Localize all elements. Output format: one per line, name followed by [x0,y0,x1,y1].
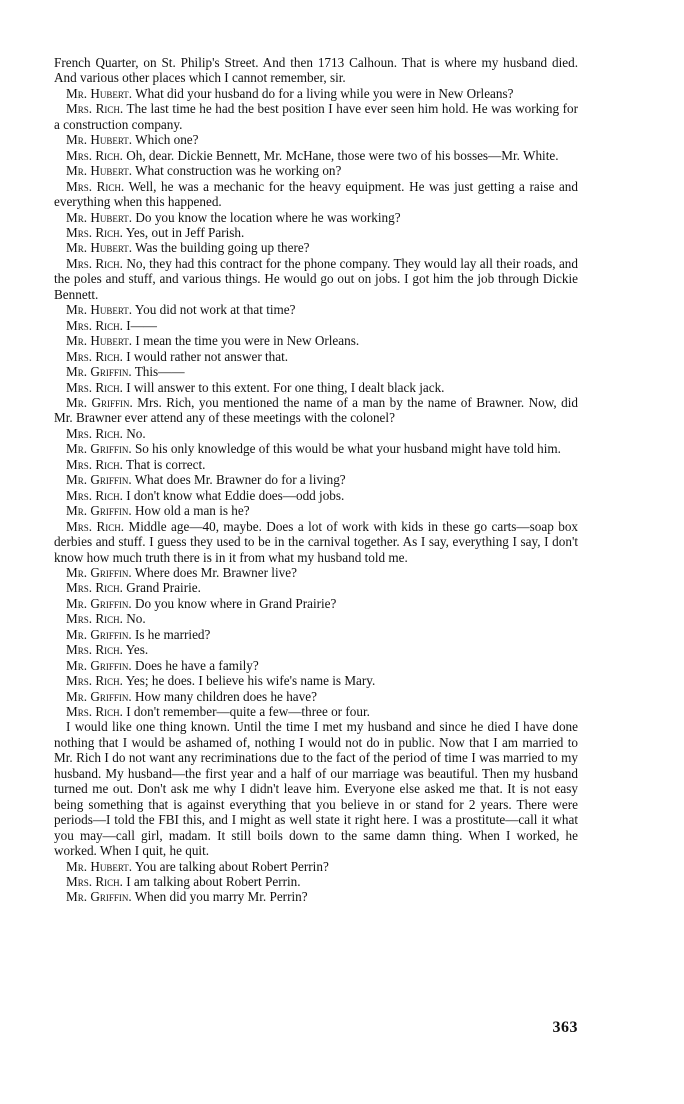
speaker-label: Mrs. Rich. [66,425,123,441]
transcript-paragraph [54,503,578,518]
paragraph-text: Is he married? [134,626,211,642]
speaker-label: Mr. Griffin. [66,657,132,673]
speaker-label: Mr. Griffin. [66,595,132,611]
transcript-paragraph [54,673,578,688]
paragraph-text: I—— [126,317,157,333]
paragraph-text: Where does Mr. Brawner live? [134,564,297,580]
transcript-paragraph [54,318,578,333]
speaker-label: Mr. Hubert. [66,333,133,349]
speaker-label: Mr. Hubert. [66,163,133,179]
transcript-paragraph [54,225,578,240]
speaker-label: Mrs. Rich. [66,317,123,333]
speaker-label: Mrs. Rich. [66,379,123,395]
transcript-paragraph [54,395,578,426]
transcript-paragraph [54,148,578,163]
paragraph-text: What did your husband do for a living while you were in New Orleans? [135,85,514,101]
paragraph-text: No, they had this contract for the phone company. They would lay all their roads, and the poles and stuff, and various things. He would go out on jobs. I got him the job through Dickie Bennett. [54,255,578,302]
transcript-paragraph [54,472,578,487]
transcript-paragraph [54,240,578,255]
transcript-paragraph [54,704,578,719]
speaker-label: Mrs. Rich. [66,611,123,627]
transcript-paragraph [54,163,578,178]
transcript-paragraph [54,179,578,210]
paragraph-text: Do you know the location where he was working? [135,209,401,225]
speaker-label: Mr. Griffin. [66,688,132,704]
speaker-label: Mr. Hubert. [66,85,133,101]
speaker-label: Mr. Hubert. [66,240,133,256]
paragraph-text: Was the building going up there? [135,240,310,256]
transcript-paragraph [54,132,578,147]
paragraph-text: How old a man is he? [134,503,250,519]
speaker-label: Mrs. Rich. [66,178,125,194]
paragraph-text: Does he have a family? [134,657,259,673]
paragraph-text: No. [126,425,146,441]
transcript-paragraph [54,426,578,441]
paragraph-text: I mean the time you were in New Orleans. [135,333,360,349]
transcript-paragraph [54,210,578,225]
transcript-paragraph [54,580,578,595]
transcript-paragraph [54,349,578,364]
paragraph-text: You are talking about Robert Perrin? [134,858,329,874]
paragraph-text: Well, he was a mechanic for the heavy equipment. He was just getting a raise and everything when this happened. [54,178,578,210]
paragraph-text: Yes, out in Jeff Parish. [125,224,245,240]
paragraph-text: I would like one thing known. Until the time I met my husband and since he died I have done nothing that I would be ashamed of, nothing I would not do in public. Now that I am married to Mr. Rich I do not want any recriminations due to the fact of the period of time I was married to my husband. My husband—the first year and a half of our marriage was beautiful. Then my husband turned me out. Don't ask me why I didn't leave him. Everyone else asked me that. It is not easy being something that is against everything that you believe in or stand for 2 years. There were periods—I told the FBI this, and I might as well state it right here. I was a prostitute—call it what you may—call girl, madam. It still boils down to the same damn thing. When I worked, he worked. When I quit, he quit. [54,719,578,859]
speaker-label: Mrs. Rich. [66,224,123,240]
paragraph-text: Yes. [125,642,149,658]
paragraph-text: I would rather not answer that. [126,348,289,364]
speaker-label: Mrs. Rich. [66,101,124,117]
paragraph-text: You did not work at that time? [134,302,296,318]
transcript-paragraph [54,859,578,874]
transcript-paragraph [54,333,578,348]
transcript-paragraph [54,380,578,395]
paragraph-text: When did you marry Mr. Perrin? [134,889,308,905]
transcript-paragraph [54,302,578,317]
transcript-paragraph [54,642,578,657]
transcript-paragraph [54,658,578,673]
paragraph-text: Yes; he does. I believe his wife's name is Mary. [125,673,376,689]
paragraph-text: No. [126,611,146,627]
speaker-label: Mr. Griffin. [66,889,132,905]
paragraph-text: Middle age—40, maybe. Does a lot of work with kids in these go carts—soap box derbies and stuff. I guess they used to be in the carnival together. As I say, everything I say, I don't know how much truth there is in it from what my husband told me. [54,518,579,565]
transcript-paragraph [54,441,578,456]
transcript-paragraph [54,627,578,642]
paragraph-text: Grand Prairie. [126,580,201,596]
speaker-label: Mr. Griffin. [66,472,132,488]
paragraph-text: How many children does he have? [134,688,317,704]
speaker-label: Mrs. Rich. [66,704,123,720]
transcript-paragraph [54,364,578,379]
paragraph-text: What construction was he working on? [135,163,342,179]
speaker-label: Mrs. Rich. [66,580,123,596]
speaker-label: Mrs. Rich. [66,456,123,472]
transcript-paragraph [54,519,578,565]
paragraph-text: The last time he had the best position I have ever seen him hold. He was working for a construction company. [54,101,578,132]
speaker-label: Mr. Hubert. [66,132,133,148]
paragraph-text: What does Mr. Brawner do for a living? [134,472,346,488]
speaker-label: Mrs. Rich. [66,518,125,534]
speaker-label: Mrs. Rich. [66,874,123,890]
page-number: 363 [552,1019,578,1036]
paragraph-text: French Quarter, on St. Philip's Street. And then 1713 Calhoun. That is where my husband died. And various other places which I cannot remember, sir. [54,55,578,86]
speaker-label: Mr. Hubert. [66,858,133,874]
paragraph-text: I will answer to this extent. For one thing, I dealt black jack. [126,379,445,395]
transcript-paragraph [54,256,578,302]
transcript-paragraph [54,596,578,611]
paragraph-text: I don't know what Eddie does—odd jobs. [126,487,345,503]
transcript-paragraph [54,874,578,889]
speaker-label: Mr. Hubert. [66,302,133,318]
transcript-paragraph [54,86,578,101]
paragraph-text: Do you know where in Grand Prairie? [134,595,337,611]
transcript-paragraph [54,719,578,858]
transcript-paragraph [54,457,578,472]
speaker-label: Mrs. Rich. [66,255,123,271]
paragraph-text: That is correct. [125,456,206,472]
transcript-paragraph [54,689,578,704]
speaker-label: Mrs. Rich. [66,348,123,364]
paragraph-text: I don't remember—quite a few—three or four. [126,704,370,720]
speaker-label: Mr. Griffin. [66,503,132,519]
speaker-label: Mr. Griffin. [66,626,132,642]
speaker-label: Mrs. Rich. [66,487,123,503]
transcript-paragraph [54,55,578,86]
speaker-label: Mr. Griffin. [66,394,133,410]
paragraph-text: Oh, dear. Dickie Bennett, Mr. McHane, those were two of his bosses—Mr. White. [126,147,559,163]
paragraph-text: This—— [134,364,185,380]
speaker-label: Mr. Griffin. [66,364,132,380]
transcript-page [54,55,578,905]
transcript-paragraph [54,488,578,503]
speaker-label: Mr. Griffin. [66,441,132,457]
transcript-paragraph [54,101,578,132]
speaker-label: Mrs. Rich. [66,673,123,689]
transcript-paragraph [54,565,578,580]
paragraph-text: So his only knowledge of this would be what your husband might have told him. [134,441,561,457]
speaker-label: Mr. Hubert. [66,209,133,225]
transcript-paragraph [54,889,578,904]
speaker-label: Mr. Griffin. [66,564,132,580]
transcript-paragraph [54,611,578,626]
paragraph-text: Mrs. Rich, you mentioned the name of a man by the name of Brawner. Now, did Mr. Brawner ever attend any of these meetings with the colonel? [54,394,579,426]
speaker-label: Mrs. Rich. [66,642,123,658]
paragraph-text: I am talking about Robert Perrin. [126,874,301,890]
speaker-label: Mrs. Rich. [66,147,123,163]
paragraph-text: Which one? [135,132,199,148]
